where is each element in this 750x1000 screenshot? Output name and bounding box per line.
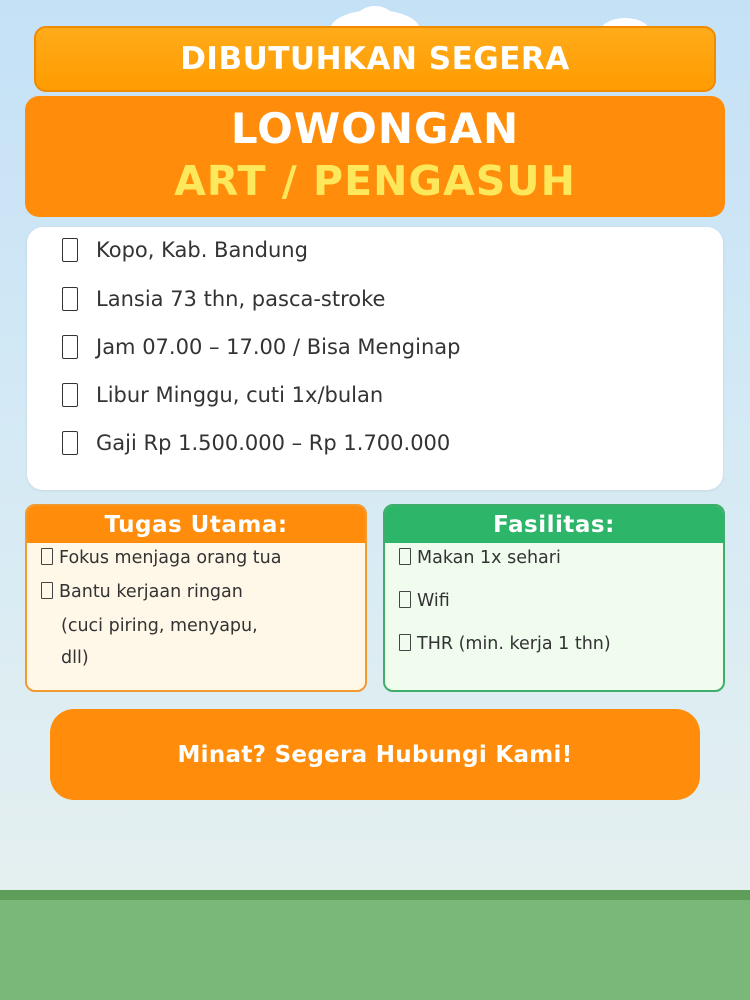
task-item-continuation: dll) (61, 648, 89, 668)
title-box (25, 96, 725, 217)
wifi-icon (399, 591, 411, 608)
location-pin-icon (62, 238, 78, 262)
task-item-text: Fokus menjaga orang tua (59, 548, 282, 568)
info-location-text: Kopo, Kab. Bandung (96, 238, 308, 262)
food-icon (399, 548, 411, 565)
info-salary-text: Gaji Rp 1.500.000 – Rp 1.700.000 (96, 431, 451, 455)
info-hours-text: Jam 07.00 – 17.00 / Bisa Menginap (96, 335, 461, 359)
calendar-icon (62, 383, 78, 407)
facilities-panel (383, 504, 725, 692)
money-icon (62, 431, 78, 455)
title-main: LOWONGAN (230, 104, 520, 153)
facility-item-text: Wifi (417, 591, 450, 611)
check-icon (41, 582, 53, 599)
facility-item (399, 548, 561, 568)
contact-cta-label: Minat? Segera Hubungi Kami! (177, 741, 573, 768)
urgent-banner (34, 26, 716, 92)
task-item (41, 548, 281, 568)
check-icon (41, 548, 53, 565)
facility-item-text: Makan 1x sehari (417, 548, 561, 568)
urgent-label: DIBUTUHKAN SEGERA (180, 41, 570, 77)
gift-icon (399, 634, 411, 651)
facility-item (399, 634, 611, 654)
info-patient-text: Lansia 73 thn, pasca-stroke (96, 287, 386, 311)
info-card (27, 227, 723, 490)
title-position: ART / PENGASUH (174, 157, 576, 205)
tasks-panel (25, 504, 367, 692)
task-item-continuation: (cuci piring, menyapu, (61, 616, 258, 636)
task-item (41, 582, 243, 602)
facility-item (399, 591, 450, 611)
grass-ground (0, 900, 750, 1000)
facilities-title: Fasilitas: (385, 506, 723, 543)
facility-item-text: THR (min. kerja 1 thn) (417, 634, 611, 654)
elderly-person-icon (62, 287, 78, 311)
task-item-text: Bantu kerjaan ringan (59, 582, 243, 602)
tasks-title: Tugas Utama: (27, 506, 365, 543)
clock-icon (62, 335, 78, 359)
contact-cta-button[interactable] (50, 709, 700, 800)
info-leave-text: Libur Minggu, cuti 1x/bulan (96, 383, 384, 407)
